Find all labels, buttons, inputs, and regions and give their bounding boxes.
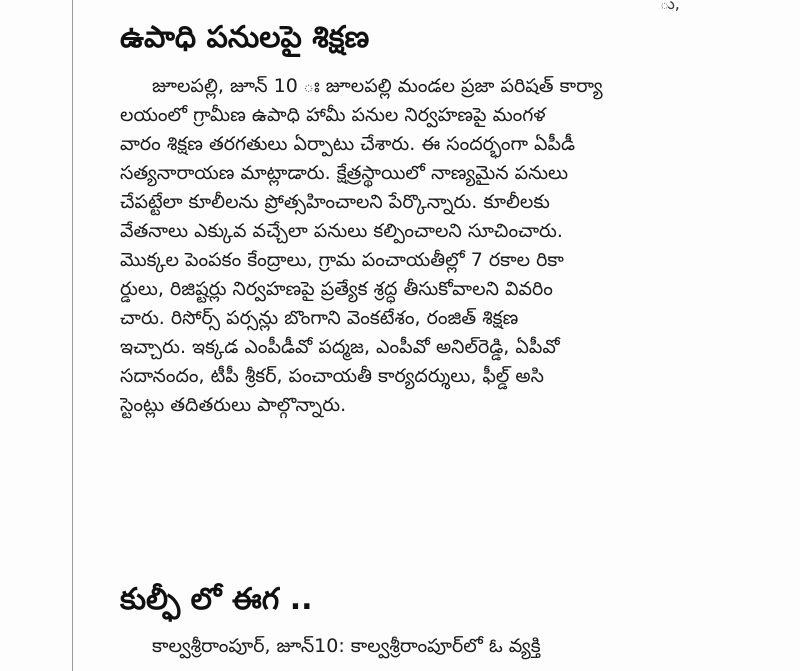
body-line: మొక్కల పెంపకం కేంద్రాలు, గ్రామ పంచాయతీల్లో 7 రకాల రికా — [120, 249, 564, 271]
body-line: ర్డులు, రిజిష్టర్లు నిర్వహణపై ప్రత్యేక శ్రద్ధ తీసుకోవాలని వివరిం — [120, 278, 553, 300]
body-line: కాల్వశ్రీరాంపూర్, జూన్10: కాల్వశ్రీరాంపూర్‌లో ఓ వ్యక్తి — [152, 635, 541, 657]
article-body — [120, 72, 760, 420]
article-employment-training — [120, 18, 760, 420]
article-headline: కుల్ఫీ లో ఈగ .. — [120, 582, 313, 617]
article-body — [120, 632, 760, 661]
article-kulfi-fly — [120, 580, 760, 661]
previous-column-fragment: ు, — [660, 0, 680, 13]
body-line: చేపట్టేలా కూలీలను ప్రోత్సహించాలని పేర్కొన్నారు. కూలీలకు — [120, 191, 550, 213]
article-headline: ఉపాధి పనులపై శిక్షణ — [120, 20, 370, 55]
body-line: వేతనాలు ఎక్కువ వచ్చేలా పనులు కల్పించాలని సూచించారు. — [120, 220, 563, 242]
body-line: సదానందం, టీపీ శ్రీకర్, పంచాయతీ కార్యదర్శులు, ఫీల్డ్ అసి — [120, 365, 544, 387]
body-line: వారం శిక్షణ తరగతులు ఏర్పాటు చేశారు. ఈ సందర్భంగా ఏపీడీ — [120, 133, 576, 155]
column-divider — [72, 0, 73, 671]
body-line: స్టెంట్లు తదితరులు పాల్గొన్నారు. — [120, 394, 347, 416]
body-line: చారు. రిసోర్స్ పర్సన్లు బొంగాని వెంకటేశం, రంజిత్ శిక్షణ — [120, 307, 519, 329]
body-line: ఇచ్చారు. ఇక్కడ ఎంపీడీవో పద్మజ, ఎంపీవో అనిల్‌రెడ్డి, ఏపీవో — [120, 336, 560, 358]
body-line: సత్యనారాయణ మాట్లాడారు. క్షేత్రస్థాయిలో నాణ్యమైన పనులు — [120, 162, 569, 184]
body-line: జూలపల్లి, జూన్ 10 ః జూలపల్లి మండల ప్రజా పరిషత్ కార్యా — [152, 75, 603, 97]
body-line: లయంలో గ్రామీణ ఉపాధి హామీ పనుల నిర్వహణపై మంగళ — [120, 104, 546, 126]
